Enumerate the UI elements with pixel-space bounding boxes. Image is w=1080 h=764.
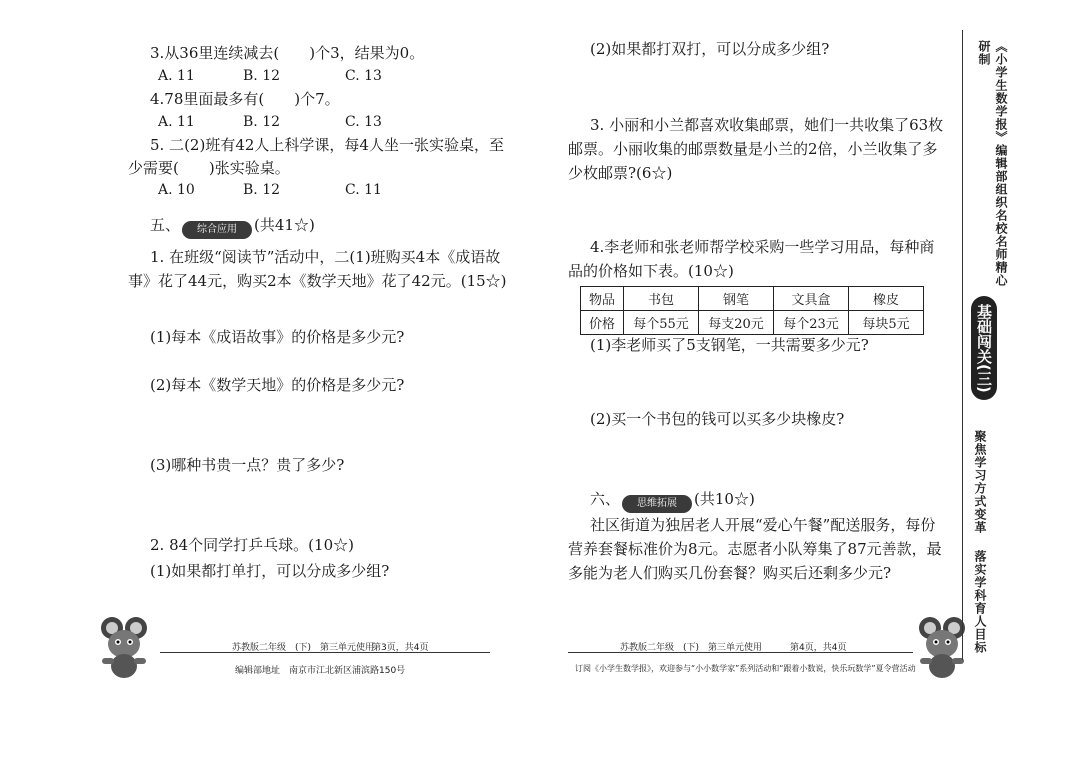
q4-option-a: A. 11 (158, 114, 195, 130)
table-cell: 每个55元 (624, 311, 699, 335)
problem-1-sub3: (3)哪种书贵一点？贵了多少? (150, 456, 345, 474)
footer-address: 编辑部地址 南京市江北新区浦滨路150号 (235, 666, 406, 676)
section-5-total: (共41☆) (254, 216, 315, 234)
sidebar-divider (962, 30, 963, 660)
q5-option-a: A. 10 (158, 182, 195, 198)
problem-4-line2: 品的价格如下表。(10☆) (568, 262, 734, 280)
section-6-total: (共10☆) (694, 490, 755, 508)
footer-edition-right: 苏教版二年级 (下) 第三单元使用 (620, 643, 763, 653)
question-5-line2: 少需要( )张实验桌。 (128, 159, 290, 177)
section-5-heading (150, 214, 315, 237)
table-cell: 每支20元 (699, 311, 774, 335)
table-header-cell: 物品 (581, 287, 624, 311)
table-cell: 每块5元 (849, 311, 924, 335)
footer-edition-left: 苏教版二年级 (下) 第三单元使用 (232, 643, 375, 653)
table-row (581, 311, 924, 335)
problem-4-line1: 4.李老师和张老师帮学校采购一些学习用品，每种商 (590, 238, 935, 256)
problem-3-line2: 邮票。小丽收集的邮票数量是小兰的2倍，小兰收集了多 (568, 140, 938, 158)
problem-3-line3: 少枚邮票?(6☆) (568, 164, 673, 182)
section-5-number: 五、 (150, 216, 181, 234)
q4-option-b: B. 12 (243, 114, 281, 130)
table-row (581, 287, 924, 311)
question-5-line1: 5. 二(2)班有42人上科学课，每4人坐一张实验桌，至 (150, 136, 504, 154)
section-6-badge: 思维拓展 (622, 495, 692, 513)
mouse-mascot-icon (92, 614, 156, 682)
table-header-cell: 钢笔 (699, 287, 774, 311)
problem-3-line1: 3. 小丽和小兰都喜欢收集邮票，她们一共收集了63枚 (590, 116, 944, 134)
table-header-cell: 文具盒 (774, 287, 849, 311)
footer-page-left: 第3页，共4页 (372, 643, 429, 653)
problem-2: 2. 84个同学打乒乓球。(10☆) (150, 536, 354, 554)
section-6-number: 六、 (590, 490, 621, 508)
footer-page-right: 第4页，共4页 (790, 643, 847, 653)
q5-option-c: C. 11 (345, 182, 382, 198)
table-cell: 每个23元 (774, 311, 849, 335)
problem-1-sub1: (1)每本《成语故事》的价格是多少元? (150, 328, 405, 346)
q3-option-a: A. 11 (158, 68, 195, 84)
problem-6-line1: 社区街道为独居老人开展“爱心午餐”配送服务，每份 (590, 516, 936, 534)
table-header-cell: 橡皮 (849, 287, 924, 311)
q3-option-b: B. 12 (243, 68, 281, 84)
problem-6-line2: 营养套餐标准价为8元。志愿者小队筹集了87元善款，最 (568, 540, 942, 558)
q4-option-c: C. 13 (345, 114, 382, 130)
problem-4-sub1: (1)李老师买了5支钢笔，一共需要多少元? (590, 336, 869, 354)
problem-1-sub2: (2)每本《数学天地》的价格是多少元? (150, 376, 405, 394)
problem-2-sub1: (1)如果都打单打，可以分成多少组? (150, 562, 390, 580)
sidebar-bottom-text-1: 聚焦学习方式变革 (973, 430, 987, 534)
section-6-heading (590, 488, 755, 511)
question-4: 4.78里面最多有( )个7。 (150, 90, 340, 108)
sidebar-bottom-text-2: 落实学科育人目标 (973, 550, 987, 654)
problem-2-sub2: (2)如果都打双打，可以分成多少组? (590, 40, 830, 58)
sidebar-badge: 基础闯关(三) (971, 296, 997, 400)
sidebar-top-text: 《小学生数学报》编辑部组织名校名师精心研制 (977, 40, 1008, 287)
question-3: 3.从36里连续减去( )个3，结果为0。 (150, 44, 425, 62)
price-table (580, 286, 924, 335)
q5-option-b: B. 12 (243, 182, 281, 198)
mouse-mascot-icon (910, 614, 974, 682)
footer-promo: 订阅《小学生数学报》，欢迎参与“小小数学家”系列活动和“跟着小数说，快乐玩数学”夏令营活动 (575, 664, 916, 673)
problem-1-line2: 事》花了44元，购买2本《数学天地》花了42元。(15☆) (128, 272, 507, 290)
problem-4-sub2: (2)买一个书包的钱可以买多少块橡皮? (590, 410, 845, 428)
section-5-badge: 综合应用 (182, 221, 252, 239)
table-cell: 价格 (581, 311, 624, 335)
problem-6-line3: 多能为老人们购买几份套餐？购买后还剩多少元? (568, 564, 892, 582)
problem-1-line1: 1. 在班级“阅读节”活动中，二(1)班购买4本《成语故 (150, 248, 501, 266)
q3-option-c: C. 13 (345, 68, 382, 84)
table-header-cell: 书包 (624, 287, 699, 311)
